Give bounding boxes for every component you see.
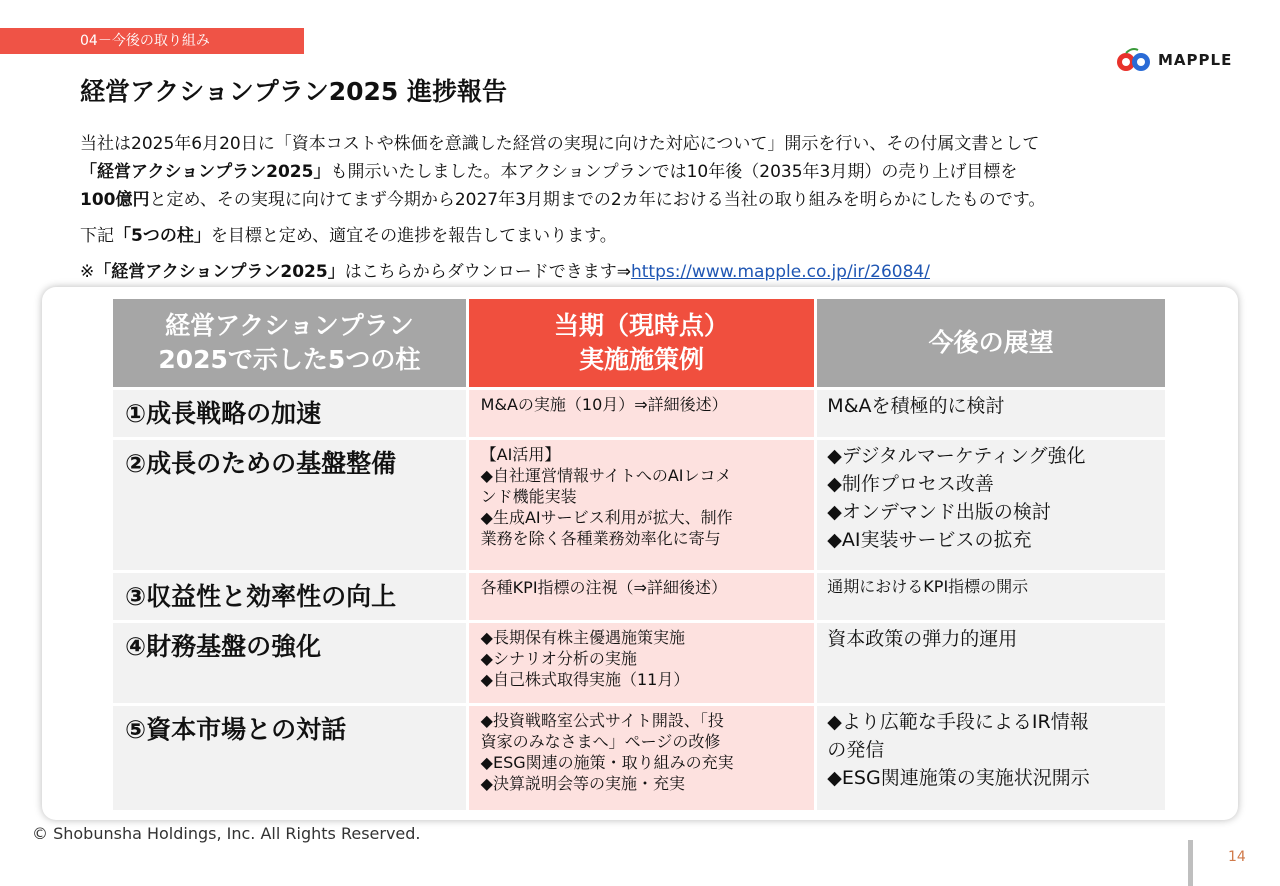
page-title: 経営アクションプラン2025 進捗報告 [80,77,508,106]
future-cell: M&Aを積極的に検討 [817,390,1165,437]
table-header-row [113,299,1165,387]
page-divider [1188,840,1193,886]
header-future: 今後の展望 [817,299,1165,387]
pillar-cell: ③収益性と効率性の向上 [113,573,466,620]
future-cell: 通期におけるKPI指標の開示 [817,573,1165,620]
future-cell: 資本政策の弾力的運用 [817,623,1165,703]
section-tag: 04－今後の取り組み [0,28,304,54]
company-logo [1116,46,1232,74]
table-row [113,440,1165,570]
page-number: 14 [1228,849,1246,865]
intro-line: 100億円と定め、その実現に向けてまず今期から2027年3月期までの2カ年における当社の取り組みを明らかにしたものです。 [80,190,1046,210]
pillars-table [110,296,1168,813]
intro-line: 「経営アクションプラン2025」も開示いたしました。本アクションプランでは10年後（2035年3月期）の売り上げ目標を [80,162,1018,182]
header-current: 当期（現時点） 実施施策例 [469,299,815,387]
cherry-logo-icon [1116,47,1154,73]
copyright: © Shobunsha Holdings, Inc. All Rights Reserved. [32,824,421,843]
pillar-cell: ②成長のための基盤整備 [113,440,466,570]
intro-line: ※「経営アクションプラン2025」はこちらからダウンロードできます⇒https://www.mapple.co.jp/ir/26084/ [80,262,930,282]
current-cell: ◆長期保有株主優遇施策実施 ◆シナリオ分析の実施 ◆自己株式取得実施（11月） [469,623,815,703]
pillar-cell: ⑤資本市場との対話 [113,706,466,810]
future-cell: ◆デジタルマーケティング強化 ◆制作プロセス改善 ◆オンデマンド出版の検討 ◆AI実装サービスの拡充 [817,440,1165,570]
current-cell: 各種KPI指標の注視（⇒詳細後述） [469,573,815,620]
current-cell: ◆投資戦略室公式サイト開設、「投 資家のみなさまへ」ページの改修 ◆ESG関連の施策・取り組みの充実 ◆決算説明会等の実施・充実 [469,706,815,810]
logo-text: MAPPLE [1158,51,1233,69]
table-row [113,706,1165,810]
pillar-cell: ①成長戦略の加速 [113,390,466,437]
current-cell: M&Aの実施（10月）⇒詳細後述） [469,390,815,437]
table-row [113,390,1165,437]
intro-line: 下記「5つの柱」を目標と定め、適宜その進捗を報告してまいります。 [80,226,617,246]
intro-text [80,130,1230,286]
future-cell: ◆より広範な手段によるIR情報 の発信 ◆ESG関連施策の実施状況開示 [817,706,1165,810]
header-pillars: 経営アクションプラン 2025で示した5つの柱 [113,299,466,387]
table-row [113,623,1165,703]
download-link[interactable]: https://www.mapple.co.jp/ir/26084/ [630,262,930,282]
table-row [113,573,1165,620]
current-cell: 【AI活用】 ◆自社運営情報サイトへのAIレコメ ンド機能実装 ◆生成AIサービス利用が拡大、制作 業務を除く各種業務効率化に寄与 [469,440,815,570]
pillar-cell: ④財務基盤の強化 [113,623,466,703]
intro-line: 当社は2025年6月20日に「資本コストや株価を意識した経営の実現に向けた対応について」開示を行い、その付属文書として [80,134,1040,154]
